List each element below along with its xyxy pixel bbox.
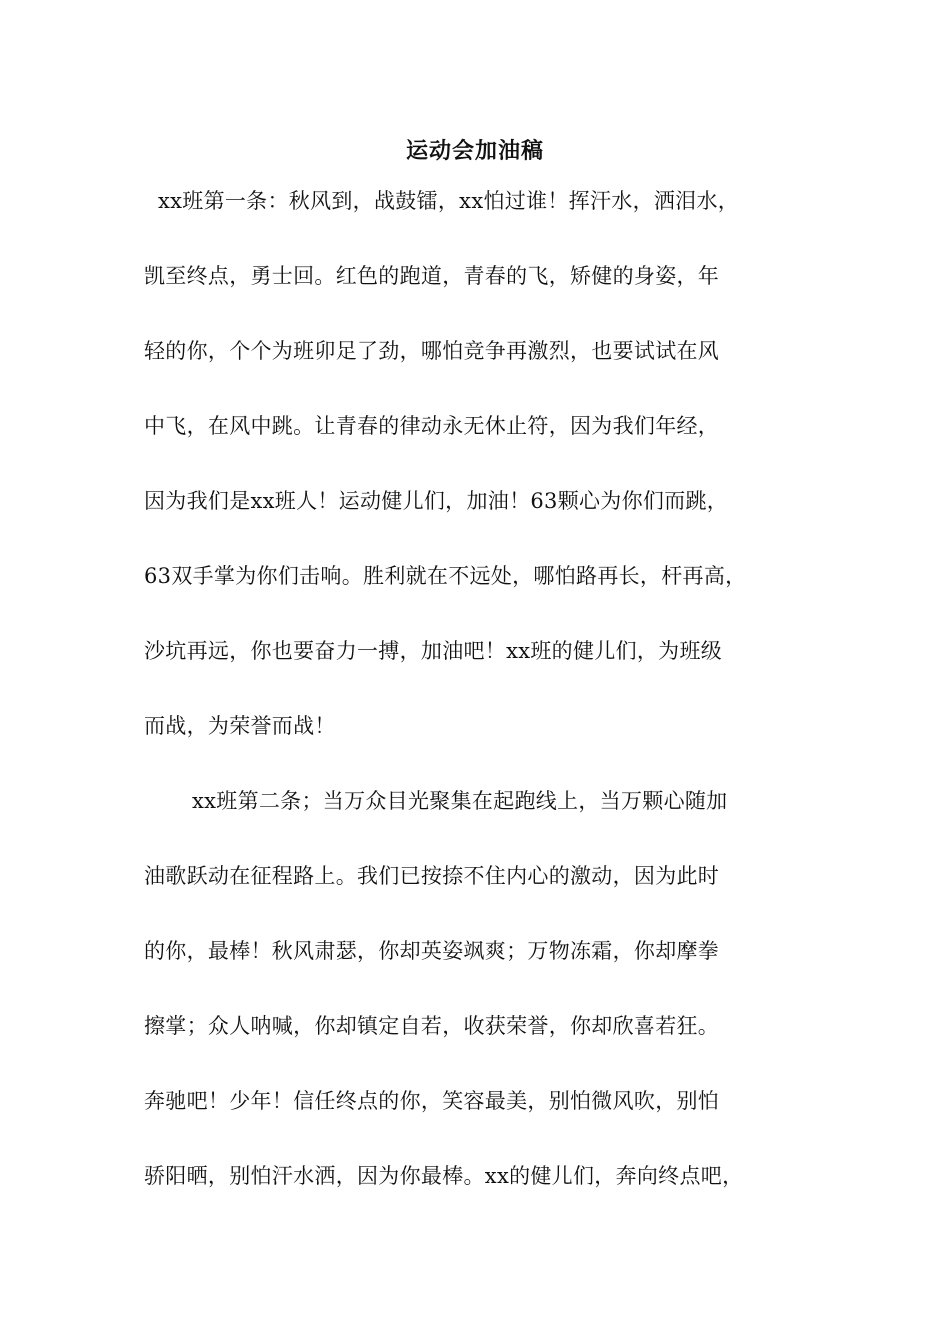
document-title: 运动会加油稿 bbox=[405, 139, 544, 164]
paragraph-1-line: 因为我们是xx班人！运动健儿们，加油！63颗心为你们而跳， bbox=[144, 489, 729, 513]
paragraph-1-line: 63双手掌为你们击响。胜利就在不远处，哪怕路再长，杆再高， bbox=[144, 564, 747, 588]
paragraph-1-line: 沙坑再远，你也要奋力一搏，加油吧！xx班的健儿们，为班级 bbox=[144, 639, 723, 663]
paragraph-1-line: xx班第一条：秋风到，战鼓镭，xx怕过谁！挥汗水，洒泪水， bbox=[158, 189, 740, 213]
paragraph-1-line: 中飞，在风中跳。让青春的律动永无休止符，因为我们年经， bbox=[144, 414, 720, 438]
paragraph-2-line: 骄阳晒，别怕汗水洒，因为你最棒。xx的健儿们，奔向终点吧， bbox=[144, 1164, 744, 1188]
paragraph-2-line: 油歌跃动在征程路上。我们已按捺不住内心的激动，因为此时 bbox=[144, 864, 720, 888]
paragraph-1-line: 轻的你，个个为班卯足了劲，哪怕竞争再激烈，也要试试在风 bbox=[144, 339, 720, 363]
paragraph-1-line: 凯至终点，勇士回。红色的跑道，青春的飞，矫健的身姿，年 bbox=[144, 264, 720, 288]
paragraph-2-line: 奔驰吧！少年！信任终点的你，笑容最美，别怕微风吹，别怕 bbox=[144, 1089, 720, 1113]
paragraph-1-line: 而战，为荣誉而战！ bbox=[144, 714, 336, 738]
paragraph-2-line: xx班第二条；当万众目光聚集在起跑线上，当万颗心随加 bbox=[192, 789, 728, 813]
paragraph-2-line: 擦掌；众人呐喊，你却镇定自若，收获荣誉，你却欣喜若狂。 bbox=[144, 1014, 720, 1038]
paragraph-2-line: 的你，最棒！秋风肃瑟，你却英姿飒爽；万物冻霜，你却摩拳 bbox=[144, 939, 720, 963]
